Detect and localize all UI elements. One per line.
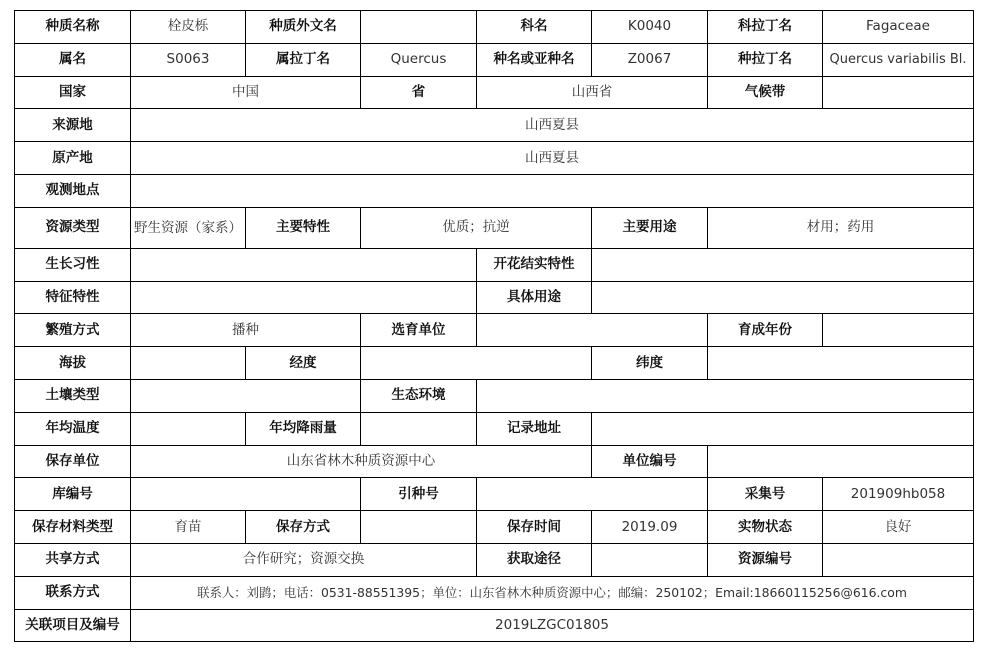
label-longitude: 经度: [246, 347, 361, 380]
table-row: [15, 109, 974, 142]
label-province: 省: [361, 76, 477, 109]
label-foreign-name: 种质外文名: [246, 11, 361, 44]
table-row: [15, 543, 974, 576]
label-origin-place: 原产地: [15, 142, 131, 175]
label-resource-number: 资源编号: [708, 543, 823, 576]
value-country: 中国: [131, 76, 361, 109]
label-acquisition-way: 获取途径: [477, 543, 592, 576]
value-collection-number: 201909hb058: [823, 478, 974, 511]
value-preservation-method: [361, 511, 477, 544]
value-growth-habit: [131, 248, 477, 281]
label-repository-number: 库编号: [15, 478, 131, 511]
table-row: [15, 412, 974, 445]
label-species-latin: 种拉丁名: [708, 43, 823, 76]
label-soil-type: 土壤类型: [15, 379, 131, 412]
table-row: [15, 576, 974, 609]
label-breeding-year: 育成年份: [708, 314, 823, 347]
value-avg-temperature: [131, 412, 246, 445]
table-row: [15, 43, 974, 76]
value-germplasm-name: 栓皮栎: [131, 11, 246, 44]
label-source-place: 来源地: [15, 109, 131, 142]
value-foreign-name: [361, 11, 477, 44]
label-preservation-unit: 保存单位: [15, 445, 131, 478]
value-family-latin: Fagaceae: [823, 11, 974, 44]
value-physical-status: 良好: [823, 511, 974, 544]
label-contact: 联系方式: [15, 576, 131, 609]
value-repository-number: [131, 478, 361, 511]
record-container: [14, 10, 974, 642]
table-row: [15, 379, 974, 412]
label-specific-use: 具体用途: [477, 281, 592, 314]
label-preservation-time: 保存时间: [477, 511, 592, 544]
label-genus-latin: 属拉丁名: [246, 43, 361, 76]
table-row: [15, 174, 974, 207]
label-related-project: 关联项目及编号: [15, 609, 131, 642]
value-material-type: 育苗: [131, 511, 246, 544]
value-climate-zone: [823, 76, 974, 109]
label-altitude: 海拔: [15, 347, 131, 380]
value-record-address: [592, 412, 974, 445]
table-row: [15, 248, 974, 281]
value-family: K0040: [592, 11, 708, 44]
label-avg-rainfall: 年均降雨量: [246, 412, 361, 445]
label-unit-code: 单位编号: [592, 445, 708, 478]
value-acquisition-way: [592, 543, 708, 576]
label-country: 国家: [15, 76, 131, 109]
value-sharing-method: 合作研究；资源交换: [131, 543, 477, 576]
label-record-address: 记录地址: [477, 412, 592, 445]
table-row: [15, 281, 974, 314]
table-row: [15, 347, 974, 380]
label-family: 科名: [477, 11, 592, 44]
value-introduction-number: [477, 478, 708, 511]
label-growth-habit: 生长习性: [15, 248, 131, 281]
label-propagation: 繁殖方式: [15, 314, 131, 347]
label-species: 种名或亚种名: [477, 43, 592, 76]
label-collection-number: 采集号: [708, 478, 823, 511]
value-preservation-time: 2019.09: [592, 511, 708, 544]
table-row: [15, 445, 974, 478]
value-soil-type: [131, 379, 361, 412]
value-species-latin: Quercus variabilis Bl.: [823, 43, 974, 76]
value-contact: 联系人：刘鹍；电话：0531-88551395；单位：山东省林木种质资源中心；邮编：250102；Email:18660115256@616.com: [131, 576, 974, 609]
value-resource-type: 野生资源（家系）: [131, 207, 246, 248]
label-observation-site: 观测地点: [15, 174, 131, 207]
label-characteristics: 特征特性: [15, 281, 131, 314]
table-row: [15, 478, 974, 511]
label-family-latin: 科拉丁名: [708, 11, 823, 44]
label-sharing-method: 共享方式: [15, 543, 131, 576]
value-avg-rainfall: [361, 412, 477, 445]
value-genus-latin: Quercus: [361, 43, 477, 76]
label-germplasm-name: 种质名称: [15, 11, 131, 44]
label-ecological-environment: 生态环境: [361, 379, 477, 412]
germplasm-record-table: [14, 10, 974, 642]
value-species: Z0067: [592, 43, 708, 76]
value-observation-site: [131, 174, 974, 207]
table-row: [15, 207, 974, 248]
value-altitude: [131, 347, 246, 380]
label-introduction-number: 引种号: [361, 478, 477, 511]
value-ecological-environment: [477, 379, 974, 412]
table-row: [15, 76, 974, 109]
value-main-use: 材用；药用: [708, 207, 974, 248]
label-flowering-fruiting: 开花结实特性: [477, 248, 592, 281]
value-main-traits: 优质；抗逆: [361, 207, 592, 248]
label-latitude: 纬度: [592, 347, 708, 380]
label-avg-temperature: 年均温度: [15, 412, 131, 445]
value-latitude: [708, 347, 974, 380]
value-preservation-unit: 山东省林木种质资源中心: [131, 445, 592, 478]
value-longitude: [361, 347, 592, 380]
table-row: [15, 11, 974, 44]
value-resource-number: [823, 543, 974, 576]
value-source-place: 山西夏县: [131, 109, 974, 142]
table-row: [15, 142, 974, 175]
value-breeding-year: [823, 314, 974, 347]
value-unit-code: [708, 445, 974, 478]
value-characteristics: [131, 281, 477, 314]
label-material-type: 保存材料类型: [15, 511, 131, 544]
label-resource-type: 资源类型: [15, 207, 131, 248]
table-row: [15, 511, 974, 544]
label-climate-zone: 气候带: [708, 76, 823, 109]
label-main-traits: 主要特性: [246, 207, 361, 248]
value-province: 山西省: [477, 76, 708, 109]
table-row: [15, 314, 974, 347]
value-specific-use: [592, 281, 974, 314]
value-breeding-unit: [477, 314, 708, 347]
value-origin-place: 山西夏县: [131, 142, 974, 175]
label-breeding-unit: 选育单位: [361, 314, 477, 347]
label-genus: 属名: [15, 43, 131, 76]
value-genus: S0063: [131, 43, 246, 76]
table-row: [15, 609, 974, 642]
label-physical-status: 实物状态: [708, 511, 823, 544]
value-flowering-fruiting: [592, 248, 974, 281]
value-propagation: 播种: [131, 314, 361, 347]
value-related-project: 2019LZGC01805: [131, 609, 974, 642]
label-preservation-method: 保存方式: [246, 511, 361, 544]
label-main-use: 主要用途: [592, 207, 708, 248]
